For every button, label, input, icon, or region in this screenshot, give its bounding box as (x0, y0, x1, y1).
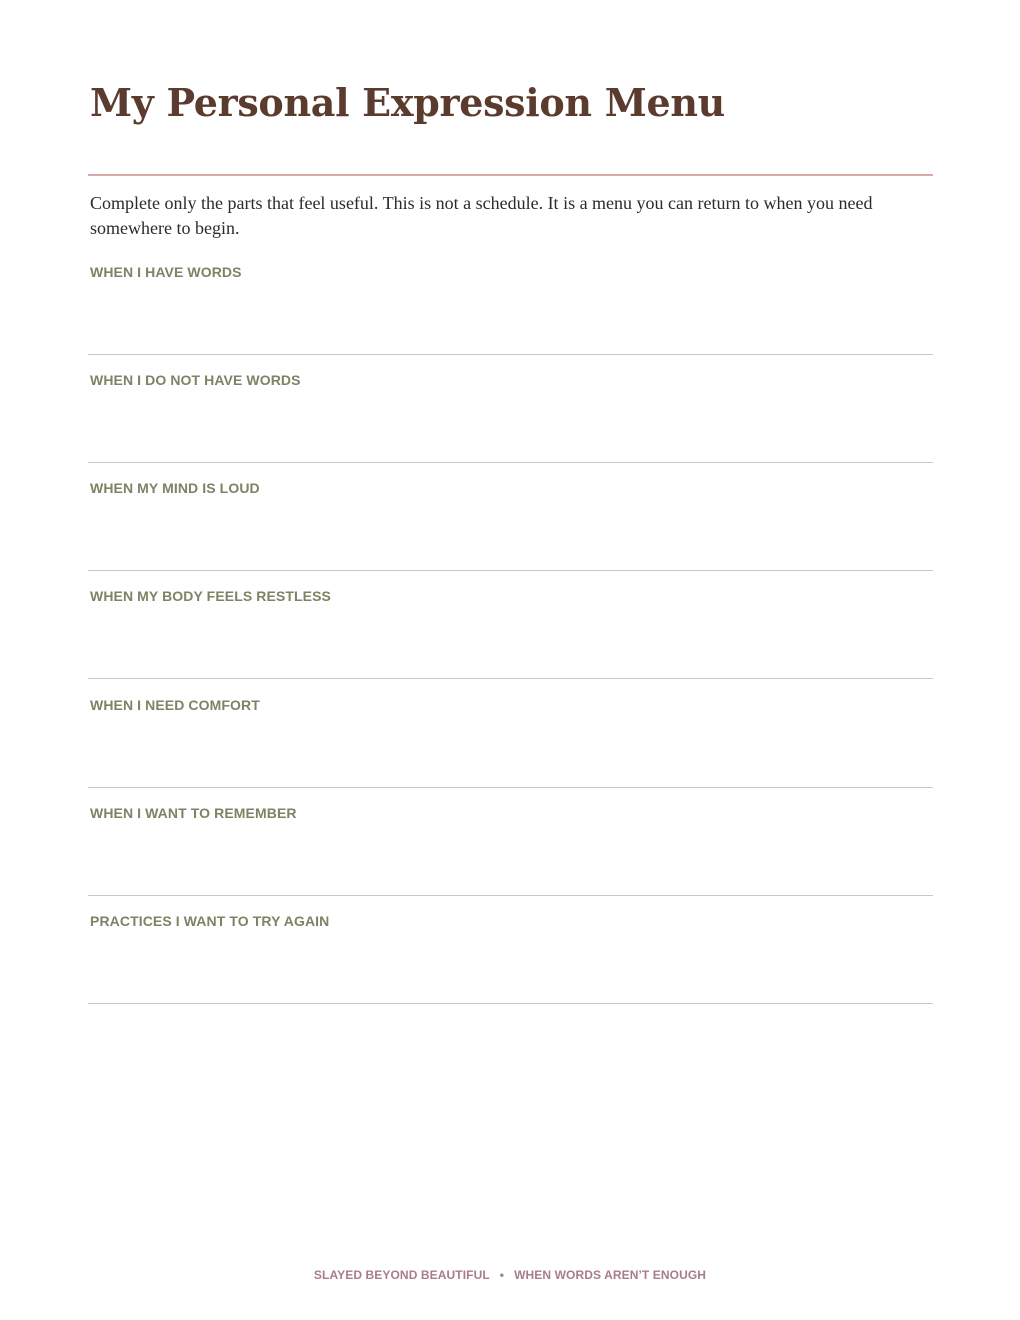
section-label: WHEN MY MIND IS LOUD (90, 480, 260, 496)
footer-separator-dot: • (499, 1268, 505, 1282)
section-label: WHEN I DO NOT HAVE WORDS (90, 372, 301, 388)
title-divider (88, 174, 933, 176)
intro-text: Complete only the parts that feel useful. This is not a schedule. It is a menu you can return to when you need somewhere to begin. (90, 193, 873, 238)
section-label: WHEN I HAVE WORDS (90, 264, 242, 280)
section-when-i-want-to-remember[interactable] (88, 805, 933, 896)
section-when-my-mind-is-loud[interactable] (88, 480, 933, 571)
section-when-i-do-not-have-words[interactable] (88, 372, 933, 463)
section-label: WHEN MY BODY FEELS RESTLESS (90, 588, 331, 604)
section-when-i-have-words[interactable] (88, 264, 933, 355)
section-label: WHEN I NEED COMFORT (90, 697, 260, 713)
section-when-i-need-comfort[interactable] (88, 697, 933, 788)
section-practices-to-try-again[interactable] (88, 913, 933, 1004)
page-footer (0, 1268, 1020, 1282)
section-when-my-body-feels-restless[interactable] (88, 588, 933, 679)
footer-brand: SLAYED BEYOND BEAUTIFUL (313, 1268, 490, 1282)
footer-tagline: WHEN WORDS AREN’T ENOUGH (514, 1268, 707, 1282)
page-title: My Personal Expression Menu (90, 80, 725, 125)
section-label: WHEN I WANT TO REMEMBER (90, 805, 297, 821)
section-label: PRACTICES I WANT TO TRY AGAIN (90, 913, 330, 929)
